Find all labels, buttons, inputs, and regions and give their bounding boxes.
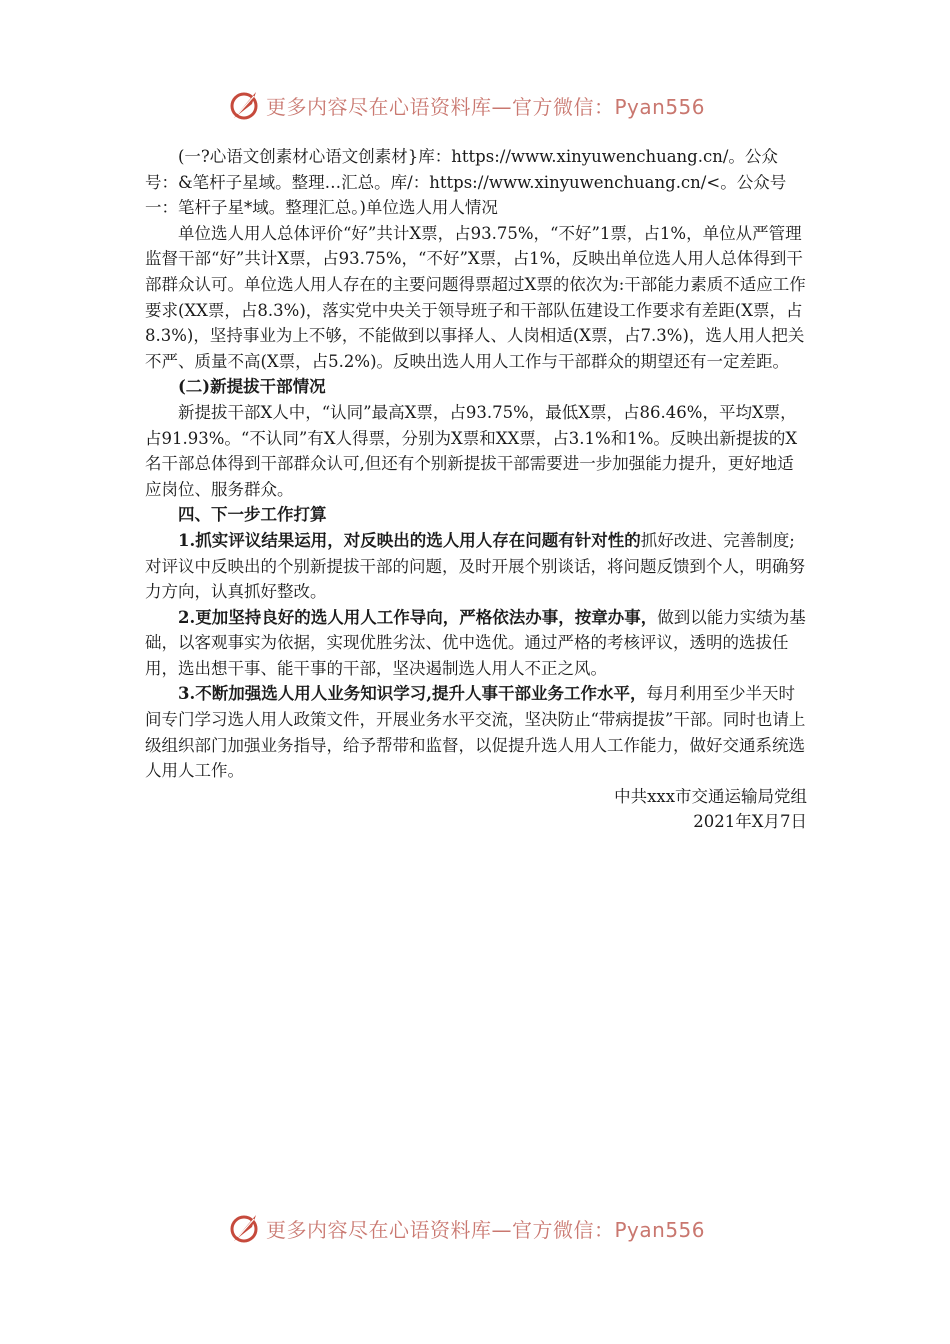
signature-org: 中共xxx市交通运输局党组 [614,786,807,806]
paragraph-new-promoted: 新提拔干部X人中，“认同”最高X票，占93.75%，最低X票，占86.46%，平均X票，占91.93%。“不认同”有X人得票，分别为X票和XX票，占3.1%和1%。反映出新提拔的X名干部总体得到干部群众认可,但还有个别新提拔干部需要进一步加强能力提升，更好地适应岗位、服务群众。 [145,402,798,499]
heading-next-steps: 四、下一步工作打算 [178,505,327,525]
paragraph-step-3: 3.不断加强选人用人业务知识学习,提升人事干部业务工作水平，每月利用至少半天时间专门学习选人用人政策文件，开展业务水平交流，坚决防止“带病提拔”干部。同时也请上级组织部门加强业务指导，给予帮带和监督，以促提升选人用人工作能力，做好交通系统选人用人工作。 [145,684,806,781]
wechat-id: Pyan556 [614,1217,706,1242]
quill-logo-icon [228,88,262,122]
paragraph-step-2: 2.更加坚持良好的选人用人工作导向，严格依法办事，按章办事，做到以能力实绩为基础，以客观事实为依据，实现优胜劣汰、优中选优。通过严格的考核评议，透明的选拔任用，选出想干事、能干事的干部，坚决遏制选人用人不正之风。 [145,607,806,678]
header-banner [228,85,705,125]
footer-banner [228,1208,705,1248]
banner-text: 更多内容尽在心语资料库—官方微信：Pyan556 [266,1217,706,1242]
banner-text: 更多内容尽在心语资料库—官方微信：Pyan556 [266,94,706,119]
document-body [145,144,807,835]
paragraph-unit-intro: (一?心语文创素材心语文创素材}库：https://www.xinyuwenchuang.cn/。公众号：&笔杆子星域。整理…汇总。库/：https://www.xinyuwenchuang.cn/<。公众号一：笔杆子星*域。整理汇总。)单位选人用人情况 [145,147,787,218]
paragraph-step-1: 1.抓实评议结果运用，对反映出的选人用人存在问题有针对性的抓好改进、完善制度;对评议中反映出的个别新提拔干部的问题，及时开展个别谈话，将问题反馈到个人，明确努力方向，认真抓好整改。 [145,530,805,602]
wechat-id: Pyan556 [614,94,706,119]
signature-date: 2021年X月7日 [693,812,807,832]
quill-logo-icon [228,1211,262,1245]
paragraph-unit-evaluation: 单位选人用人总体评价“好”共计X票，占93.75%，“不好”1票，占1%，单位从严管理监督干部“好”共计X票，占93.75%，“不好”X票，占1%，反映出单位选人用人总体得到干部群众认可。单位选人用人存在的主要问题得票超过X票的依次为:干部能力素质不适应工作要求(XX票，占8.3%)，落实党中央关于领导班子和干部队伍建设工作要求有差距(X票，占8.3%)，坚持事业为上不够，不能做到以事择人、人岗相适(X票，占7.3%)，选人用人把关不严、质量不高(X票，占5.2%)。反映出选人用人工作与干部群众的期望还有一定差距。 [145,223,806,371]
heading-new-promoted: (二)新提拔干部情况 [178,377,326,397]
